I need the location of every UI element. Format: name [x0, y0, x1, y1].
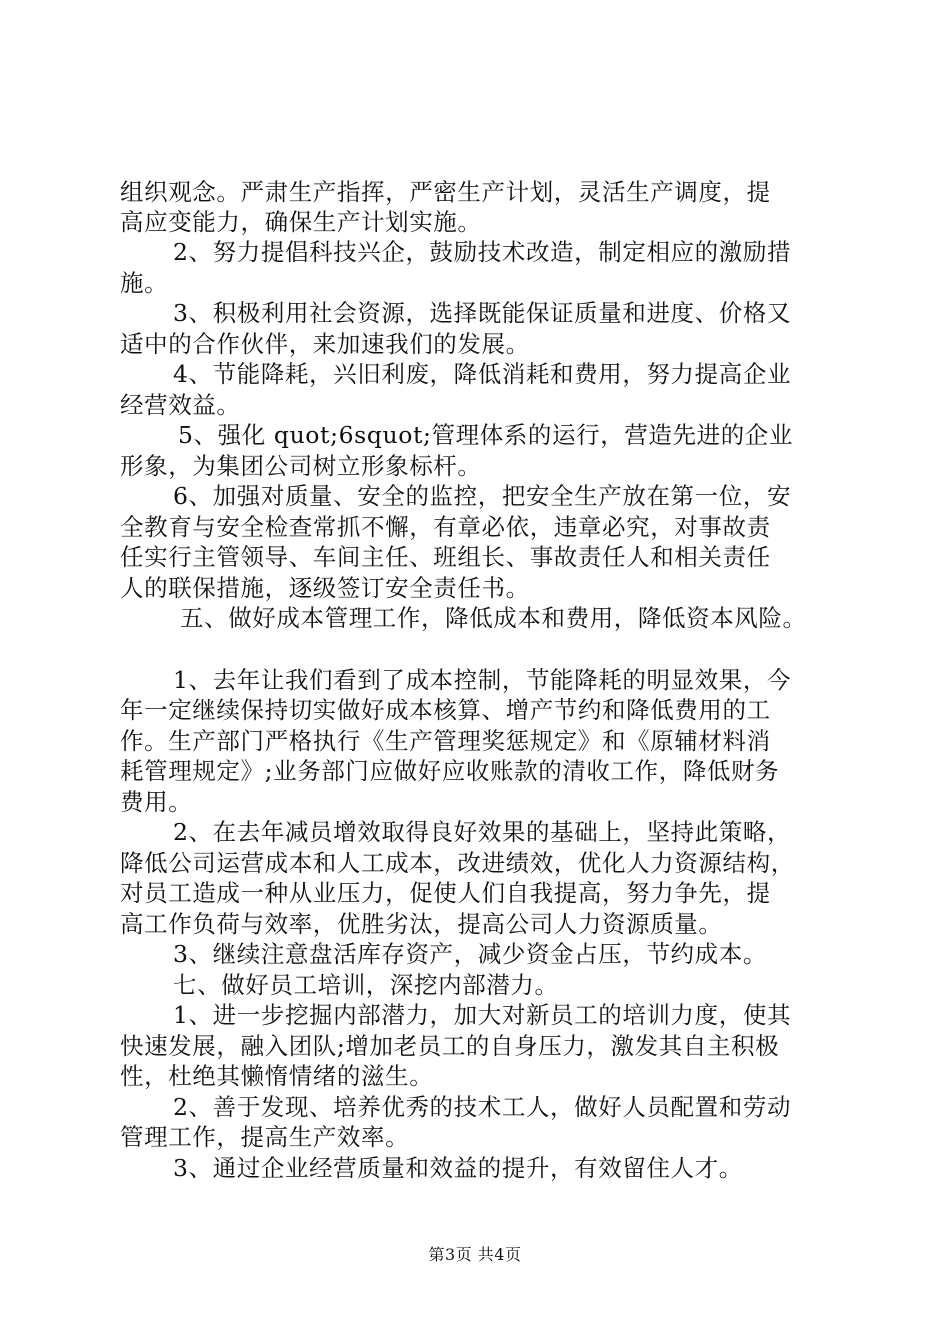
text-line: 性，杜绝其懒惰情绪的滋生。	[120, 1062, 434, 1090]
text-line: 3、通过企业经营质量和效益的提升，有效留住人才。	[173, 1154, 743, 1182]
text-line: 2、善于发现、培养优秀的技术工人，做好人员配置和劳动	[173, 1093, 792, 1121]
text-line: 适中的合作伙伴，来加速我们的发展。	[120, 330, 530, 358]
text-line: 年一定继续保持切实做好成本核算、增产节约和降低费用的工	[120, 696, 771, 724]
text-line: 施。	[120, 269, 169, 297]
text-line: 人的联保措施，逐级签订安全责任书。	[120, 574, 530, 602]
text-line: 全教育与安全检查常抓不懈，有章必依，违章必究，对事故责	[120, 513, 771, 541]
text-line: 2、在去年减员增效取得良好效果的基础上，坚持此策略，	[173, 818, 792, 846]
text-line: 1、进一步挖掘内部潜力，加大对新员工的培训力度，使其	[173, 1001, 792, 1029]
text-line: 3、积极利用社会资源，选择既能保证质量和进度、价格又	[173, 299, 792, 327]
text-line: 高工作负荷与效率，优胜劣汰，提高公司人力资源质量。	[120, 910, 723, 938]
text-line: 2、努力提倡科技兴企，鼓励技术改造，制定相应的激励措	[173, 238, 792, 266]
text-line: 经营效益。	[120, 391, 241, 419]
section-heading: 七、做好员工培训，深挖内部潜力。	[173, 971, 559, 999]
section-heading: 五、做好成本管理工作，降低成本和费用，降低资本风险。	[180, 604, 807, 632]
text-line: 3、继续注意盘活库存资产，减少资金占压，节约成本。	[173, 940, 767, 968]
page-number-footer: 第3页 共4页	[428, 1245, 522, 1264]
text-line: 5、强化 quot;6squot;管理体系的运行，营造先进的企业	[178, 421, 794, 449]
text-line: 作。生产部门严格执行《生产管理奖惩规定》和《原辅材料消	[120, 727, 771, 755]
text-line: 6、加强对质量、安全的监控，把安全生产放在第一位，安	[173, 482, 792, 510]
text-line: 费用。	[120, 788, 193, 816]
text-line: 组织观念。严肃生产指挥，严密生产计划，灵活生产调度，提	[120, 178, 771, 206]
text-line: 管理工作，提高生产效率。	[120, 1123, 410, 1151]
text-line: 4、节能降耗，兴旧利废，降低消耗和费用，努力提高企业	[173, 360, 792, 388]
text-line: 高应变能力，确保生产计划实施。	[120, 208, 482, 236]
text-line: 对员工造成一种从业压力，促使人们自我提高，努力争先，提	[120, 879, 771, 907]
text-line: 任实行主管领导、车间主任、班组长、事故责任人和相关责任	[120, 543, 771, 571]
text-line: 形象，为集团公司树立形象标杆。	[120, 452, 482, 480]
text-line: 快速发展，融入团队;增加老员工的自身压力，激发其自主积极	[120, 1032, 780, 1060]
text-line: 耗管理规定》;业务部门应做好应收账款的清收工作，降低财务	[120, 757, 780, 785]
text-line: 1、去年让我们看到了成本控制，节能降耗的明显效果，今	[173, 666, 792, 694]
text-line: 降低公司运营成本和人工成本，改进绩效，优化人力资源结构，	[120, 849, 795, 877]
